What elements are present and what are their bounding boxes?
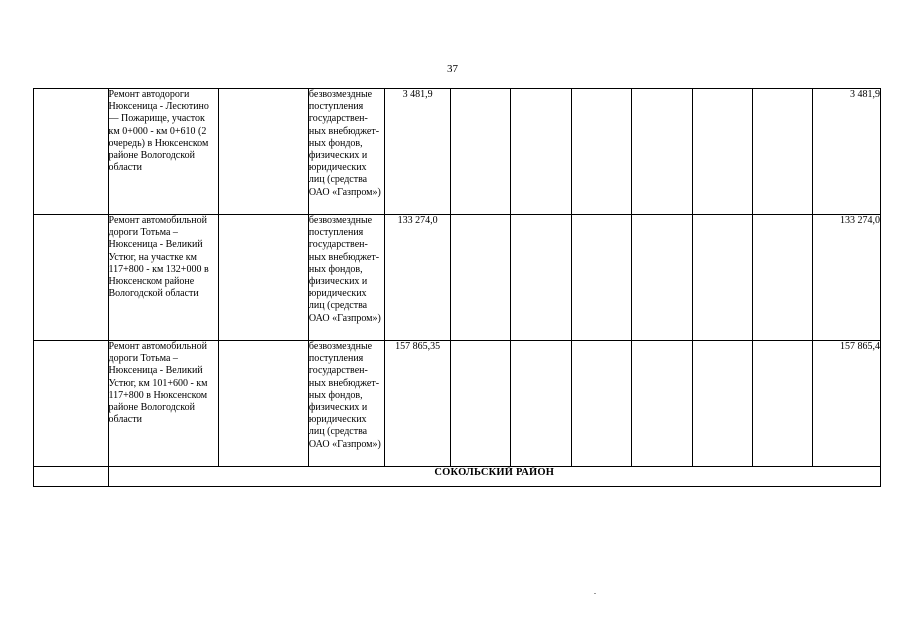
empty-cell [450, 89, 510, 215]
empty-cell [511, 89, 571, 215]
funding-source-cell: безвозмездные поступления государствен-ных внебюджет-ных фондов, физических и юридических лиц (средства ОАО «Газпром») [308, 215, 385, 341]
project-name-cell: Ремонт автодороги Нюксеница - Лесютино — Пожарище, участок км 0+000 - км 0+610 (2 очередь) в Нюксенском районе Вологодской области [108, 89, 219, 215]
empty-cell [753, 89, 813, 215]
empty-cell [753, 215, 813, 341]
amount-cell: 157 865,35 [385, 341, 450, 467]
funding-source-cell: безвозмездные поступления государствен-ных внебюджет-ных фондов, физических и юридических лиц (средства ОАО «Газпром») [308, 341, 385, 467]
empty-cell [511, 341, 571, 467]
empty-cell [571, 89, 631, 215]
amount-cell: 133 274,0 [385, 215, 450, 341]
table-row [34, 341, 881, 467]
page-number: 37 [447, 63, 458, 75]
empty-cell [753, 341, 813, 467]
project-name-cell: Ремонт автомобильной дороги Тотьма – Нюксеница - Великий Устюг, на участке км 117+800 - км 132+000 в Нюксенском районе Вологодской области [108, 215, 219, 341]
empty-cell [692, 89, 752, 215]
empty-cell [692, 215, 752, 341]
total-cell: 3 481,9 [813, 89, 881, 215]
empty-cell [219, 89, 309, 215]
district-title: СОКОЛЬСКИЙ РАЙОН [108, 467, 880, 487]
empty-cell [219, 341, 309, 467]
empty-cell [450, 215, 510, 341]
row-number-cell [34, 467, 109, 487]
empty-cell [450, 341, 510, 467]
empty-cell [219, 215, 309, 341]
amount-cell: 3 481,9 [385, 89, 450, 215]
scan-speck [594, 593, 596, 594]
empty-cell [632, 215, 692, 341]
empty-cell [571, 341, 631, 467]
project-name-cell: Ремонт автомобильной дороги Тотьма – Нюксеница - Великий Устюг, км 101+600 - км 117+800 в Нюксенском районе Вологодской области [108, 341, 219, 467]
empty-cell [571, 215, 631, 341]
table-row [34, 215, 881, 341]
district-header-row [34, 467, 881, 487]
row-number-cell [34, 89, 109, 215]
row-number-cell [34, 341, 109, 467]
total-cell: 133 274,0 [813, 215, 881, 341]
total-cell: 157 865,4 [813, 341, 881, 467]
empty-cell [632, 89, 692, 215]
table-row [34, 89, 881, 215]
empty-cell [632, 341, 692, 467]
empty-cell [511, 215, 571, 341]
budget-table [33, 88, 881, 487]
row-number-cell [34, 215, 109, 341]
funding-source-cell: безвозмездные поступления государствен-ных внебюджет-ных фондов, физических и юридических лиц (средства ОАО «Газпром») [308, 89, 385, 215]
empty-cell [692, 341, 752, 467]
